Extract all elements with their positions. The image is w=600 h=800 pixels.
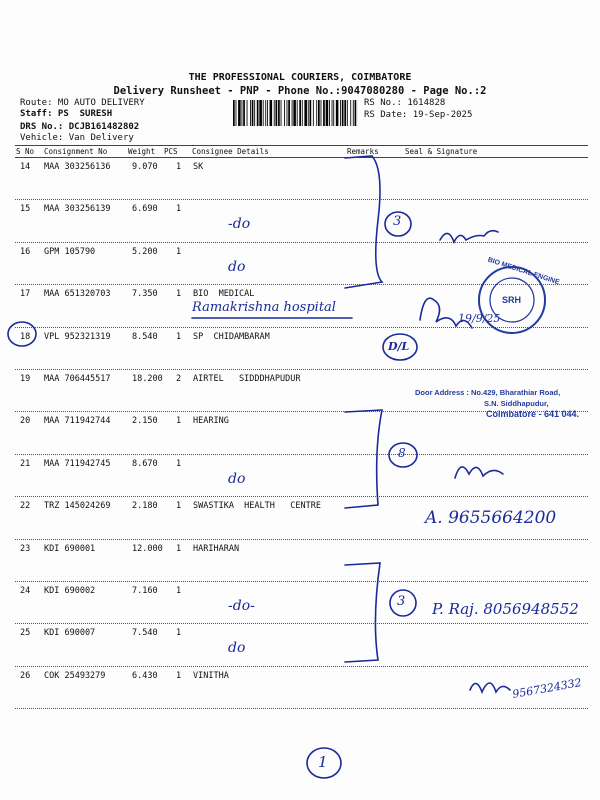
cell-sno: 17 [20, 289, 31, 300]
stamp-address-line-1: Door Address : No.429, Bharathiar Road, [415, 388, 561, 397]
signature-row-26 [470, 683, 510, 692]
dl-note: D/L [388, 340, 410, 353]
cell-consignment-no: MAA 303256139 [44, 204, 111, 215]
cell-sno: 25 [20, 628, 31, 639]
cell-sno: 20 [20, 416, 31, 427]
bracket-group-1 [345, 156, 382, 288]
barcode [233, 100, 358, 126]
vehicle-text: Vehicle: Van Delivery [20, 133, 134, 143]
bracket-group-3 [345, 563, 380, 662]
signature-date: 19/9/25 [458, 312, 501, 325]
cell-consignment-no: GPM 105790 [44, 246, 96, 257]
cell-sno: 16 [20, 246, 31, 257]
cell-sno: 24 [20, 586, 31, 596]
row-divider [15, 242, 588, 243]
phone-row-24: P. Raj. 8056948552 [432, 600, 579, 618]
cell-sno: 21 [20, 458, 31, 469]
row-divider [15, 708, 588, 709]
cell-sno: 19 [20, 374, 31, 384]
group-count-1: 3 [393, 214, 402, 229]
handwritten-note: -do- [228, 598, 255, 614]
col-header-consignee: Consignee Details [192, 147, 269, 156]
cell-weight: 7.350 [132, 289, 158, 300]
cell-consignee: VINITHA [193, 670, 229, 681]
col-header-seal: Seal & Signature [405, 147, 478, 156]
runsheet-subtitle: Delivery Runsheet - PNP - Phone No.:9047080280 - Page No.:2 [113, 85, 487, 97]
cell-sno: 23 [20, 543, 31, 554]
table-header-rule [15, 157, 588, 158]
cell-weight: 7.160 [132, 586, 158, 596]
cell-consignment-no: MAA 303256136 [44, 162, 111, 172]
group-count-3: 3 [397, 594, 406, 609]
cell-pcs: 1 [176, 246, 182, 257]
cell-weight: 6.430 [132, 670, 158, 681]
cell-pcs: 1 [176, 670, 182, 681]
stamp-address-line-2: S.N. Siddhapudur, [484, 399, 549, 408]
cell-consignee: HARIHARAN [193, 543, 240, 554]
cell-weight: 2.150 [132, 416, 158, 427]
cell-weight: 8.540 [132, 331, 158, 342]
phone-row-22: A. 9655664200 [425, 508, 557, 528]
page-number-circle: 1 [318, 753, 328, 771]
company-title: THE PROFESSIONAL COURIERS, COIMBATORE [188, 72, 412, 83]
cell-consignee: SWASTIKA HEALTH CENTRE [193, 501, 321, 512]
handwritten-note: do [228, 258, 246, 275]
cell-pcs: 1 [176, 204, 182, 215]
handwritten-note: Ramakrishna hospital [192, 300, 336, 316]
col-header-sno: S No [16, 147, 35, 156]
cell-consignee: BIO MEDICAL [193, 289, 255, 300]
col-header-consignment: Consignment No [44, 147, 108, 156]
signature-row-20 [455, 467, 503, 478]
row-divider [15, 623, 588, 624]
row-divider [15, 666, 588, 667]
cell-pcs: 2 [176, 374, 182, 384]
cell-consignee: SK [193, 162, 204, 172]
cell-pcs: 1 [176, 501, 182, 512]
col-header-weight: Weight [128, 147, 156, 156]
cell-sno: 26 [20, 670, 31, 681]
col-header-remarks: Remarks [347, 147, 379, 156]
handwritten-note: -do [228, 216, 251, 233]
cell-weight: 6.690 [132, 204, 158, 215]
row-divider [15, 454, 588, 455]
cell-pcs: 1 [176, 289, 182, 300]
bracket-group-2 [345, 410, 382, 508]
cell-pcs: 1 [176, 543, 182, 554]
row-divider [15, 581, 588, 582]
route-text: Route: MO AUTO DELIVERY [20, 98, 145, 108]
cell-weight: 2.180 [132, 501, 158, 512]
row-divider [15, 327, 588, 328]
rs-date: RS Date: 19-Sep-2025 [364, 110, 473, 120]
table-top-rule [15, 145, 588, 146]
seal-ring-text: BIO MEDICAL ENGINE [486, 256, 561, 287]
handwritten-note: do [228, 470, 246, 487]
row-divider [15, 199, 588, 200]
handwritten-note: do [228, 640, 246, 657]
cell-consignment-no: VPL 952321319 [44, 331, 111, 342]
cell-consignee: HEARING [193, 416, 229, 427]
col-header-pcs: PCS [164, 147, 178, 156]
cell-weight: 12.000 [132, 543, 163, 554]
cell-consignment-no: TRZ 145024269 [44, 501, 111, 512]
row-divider [15, 539, 588, 540]
cell-pcs: 1 [176, 416, 182, 427]
cell-pcs: 1 [176, 458, 182, 469]
cell-consignee: AIRTEL SIDDDHAPUDUR [193, 374, 301, 384]
cell-sno: 18 [20, 331, 31, 342]
cell-consignment-no: MAA 651320703 [44, 289, 111, 300]
stamp-address-line-3: Coimbatore - 641 044. [486, 409, 580, 419]
cell-consignment-no: COK 25493279 [44, 670, 106, 681]
rs-number: RS No.: 1614828 [364, 98, 446, 108]
cell-consignment-no: MAA 711942745 [44, 458, 111, 469]
cell-consignee: SP CHIDAMBARAM [193, 331, 270, 342]
cell-consignment-no: KDI 690002 [44, 586, 96, 596]
cell-pcs: 1 [176, 628, 182, 639]
cell-weight: 5.200 [132, 246, 158, 257]
cell-consignment-no: MAA 706445517 [44, 374, 111, 384]
cell-consignment-no: KDI 690007 [44, 628, 96, 639]
cell-sno: 22 [20, 501, 31, 512]
row-divider [15, 369, 588, 370]
cell-weight: 18.200 [132, 374, 163, 384]
cell-pcs: 1 [176, 162, 182, 172]
cell-pcs: 1 [176, 331, 182, 342]
cell-consignment-no: MAA 711942744 [44, 416, 111, 427]
cell-sno: 15 [20, 204, 31, 215]
group-count-2: 8 [398, 446, 406, 460]
cell-weight: 9.070 [132, 162, 158, 172]
cell-consignment-no: KDI 690001 [44, 543, 96, 554]
phone-row-26: 9567324332 [511, 676, 583, 701]
cell-weight: 8.670 [132, 458, 158, 469]
cell-sno: 14 [20, 162, 31, 172]
signature-row-15 [440, 231, 498, 242]
staff-text: Staff: PS SURESH [20, 109, 113, 119]
row-divider [15, 496, 588, 497]
cell-weight: 7.540 [132, 628, 158, 639]
cell-pcs: 1 [176, 586, 182, 596]
seal-center-text: SRH [502, 295, 522, 305]
row-divider [15, 284, 588, 285]
drs-text: DRS No.: DCJB161482802 [20, 122, 140, 132]
